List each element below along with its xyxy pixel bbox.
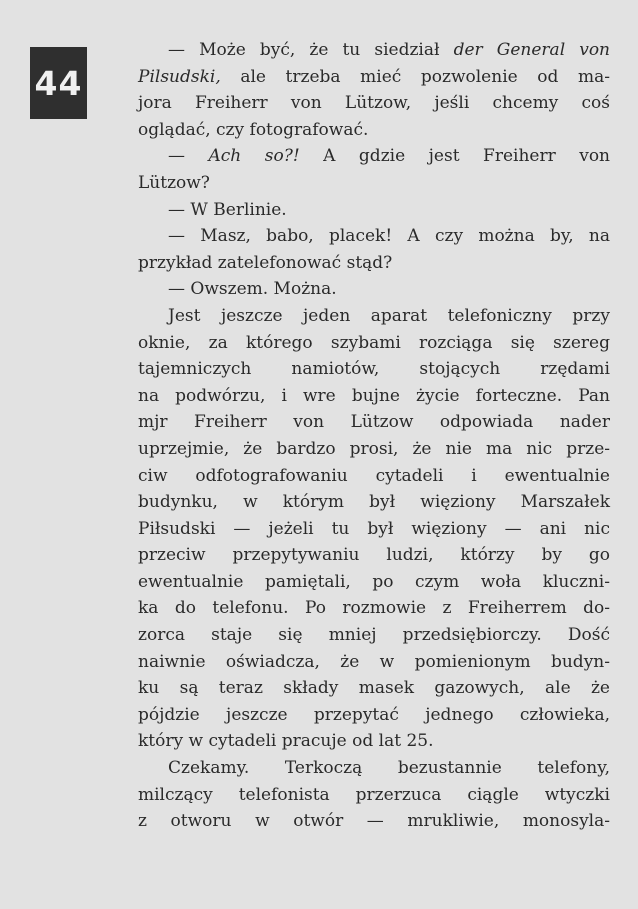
text-line <box>138 569 610 596</box>
text-line <box>138 409 610 436</box>
line-text: Jest jeszcze jeden aparat telefoniczny przy <box>168 305 610 326</box>
line-text: ciw odfotografowaniu cytadeli i ewentualnie <box>138 465 610 486</box>
text-line <box>138 117 610 144</box>
italic-text: Ach so?! <box>208 146 300 167</box>
line-text: przykład zatelefonować stąd? <box>138 252 393 273</box>
line-text: ka do telefonu. Po rozmowie z Freiherrem do- <box>138 598 610 619</box>
line-text: — Owszem. Można. <box>168 279 337 300</box>
text-line <box>138 223 610 250</box>
line-text: budynku, w którym był więziony Marszałek <box>138 492 610 513</box>
line-text: przeciw przepytywaniu ludzi, którzy by go <box>138 545 610 566</box>
text-line <box>138 702 610 729</box>
line-text: A gdzie jest Freiherr von <box>299 146 610 167</box>
text-line <box>138 303 610 330</box>
text-line <box>138 143 610 170</box>
text-line <box>138 728 610 755</box>
line-text: Czekamy. Terkoczą bezustannie telefony, <box>168 758 610 779</box>
line-text: jora Freiherr von Lützow, jeśli chcemy coś <box>138 93 610 114</box>
text-line <box>138 197 610 224</box>
italic-text: Pilsudski, <box>138 66 221 87</box>
line-text: ewentualnie pamiętali, po czym woła kluczni- <box>138 571 610 592</box>
text-line <box>138 755 610 782</box>
text-line <box>138 383 610 410</box>
line-text: — <box>168 146 209 167</box>
text-line <box>138 622 610 649</box>
line-text: ku są teraz składy masek gazowych, ale że <box>138 678 610 699</box>
page-number-badge <box>30 47 87 119</box>
text-line <box>138 675 610 702</box>
line-text: zorca staje się mniej przedsiębiorczy. Dość <box>138 625 610 646</box>
line-text: uprzejmie, że bardzo prosi, że nie ma nic prze- <box>138 438 610 459</box>
text-line <box>138 276 610 303</box>
line-text: Piłsudski — jeżeli tu był więziony — ani nic <box>138 518 610 539</box>
line-text: na podwórzu, i wre bujne życie forteczne. Pan <box>138 385 610 406</box>
text-line <box>138 330 610 357</box>
text-line <box>138 250 610 277</box>
line-text: naiwnie oświadcza, że w pomienionym budyn- <box>138 651 610 672</box>
text-line <box>138 64 610 91</box>
line-text: — W Berlinie. <box>168 199 287 220</box>
italic-text: der General von <box>453 40 611 60</box>
line-text: milczący telefonista przerzuca ciągle wtyczki <box>138 784 610 805</box>
text-line <box>138 782 610 809</box>
line-text: ale trzeba mieć pozwolenie od ma- <box>220 66 610 87</box>
body-text <box>138 37 610 835</box>
text-line <box>138 170 610 197</box>
text-line <box>138 489 610 516</box>
line-text: tajemniczych namiotów, stojących rzędami <box>138 359 610 380</box>
page-number: 44 <box>34 63 83 103</box>
text-line <box>138 516 610 543</box>
line-text: oglądać, czy fotografować. <box>138 119 369 140</box>
text-line <box>138 808 610 835</box>
text-line <box>138 595 610 622</box>
line-text: — Masz, babo, placek! A czy można by, na <box>168 226 610 247</box>
text-line <box>138 356 610 383</box>
line-text: oknie, za którego szybami rozciąga się szereg <box>138 332 610 353</box>
line-text: z otworu w otwór — mrukliwie, monosyla- <box>138 811 610 832</box>
text-line <box>138 649 610 676</box>
line-text: — Może być, że tu siedział <box>168 40 454 60</box>
line-text: Lützow? <box>138 172 210 193</box>
text-line <box>138 463 610 490</box>
text-line <box>138 542 610 569</box>
text-line <box>138 37 610 64</box>
line-text: pójdzie jeszcze przepytać jednego człowieka, <box>138 704 610 725</box>
line-text: który w cytadeli pracuje od lat 25. <box>138 731 434 752</box>
line-text: mjr Freiherr von Lützow odpowiada nader <box>138 412 610 433</box>
text-line <box>138 90 610 117</box>
text-line <box>138 436 610 463</box>
